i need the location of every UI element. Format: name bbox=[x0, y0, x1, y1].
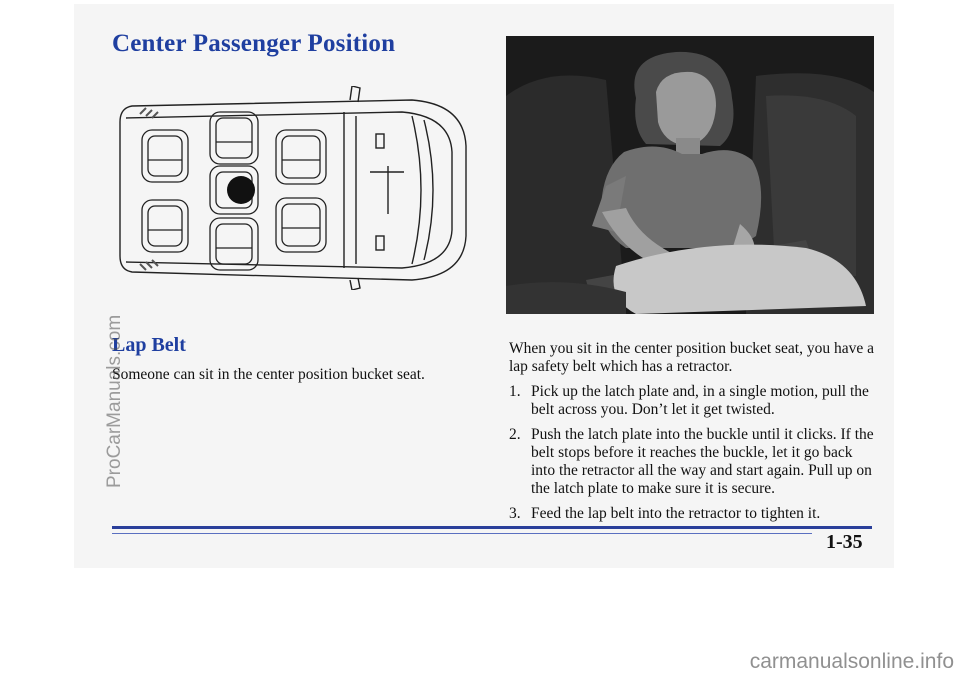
section-subheading: Lap Belt bbox=[112, 334, 186, 356]
intro-paragraph: When you sit in the center position bucket seat, you have a lap safety belt which has a retractor. bbox=[509, 340, 875, 375]
footer-rule bbox=[112, 526, 872, 529]
side-watermark: ProCarManuals.com bbox=[104, 314, 125, 488]
step-number: 3. bbox=[509, 505, 521, 522]
footer-rule-thin bbox=[112, 533, 812, 534]
passenger-photo bbox=[506, 36, 874, 314]
page-title: Center Passenger Position bbox=[112, 30, 396, 57]
step-number: 1. bbox=[509, 383, 521, 400]
page-number: 1-35 bbox=[826, 531, 863, 553]
step-text: Pick up the latch plate and, in a single motion, pull the belt across you. Don’t let it get twisted. bbox=[531, 383, 869, 418]
step-text: Feed the lap belt into the retractor to tighten it. bbox=[531, 505, 821, 522]
steps-list bbox=[509, 383, 874, 523]
instructions bbox=[509, 340, 874, 530]
step-number: 2. bbox=[509, 426, 521, 443]
vehicle-seating-diagram bbox=[112, 86, 472, 290]
list-item bbox=[509, 505, 874, 523]
step-text: Push the latch plate into the buckle until it clicks. If the belt stops before it reaches the buckle, let it go back into the retractor all the way and start again. Pull up on the latch plate to make sure it is secure. bbox=[531, 426, 874, 497]
center-seat-marker bbox=[227, 176, 255, 204]
footer-watermark: carmanualsonline.info bbox=[749, 650, 954, 673]
list-item bbox=[509, 383, 874, 419]
list-item bbox=[509, 426, 874, 498]
left-paragraph: Someone can sit in the center position bucket seat. bbox=[112, 366, 425, 383]
